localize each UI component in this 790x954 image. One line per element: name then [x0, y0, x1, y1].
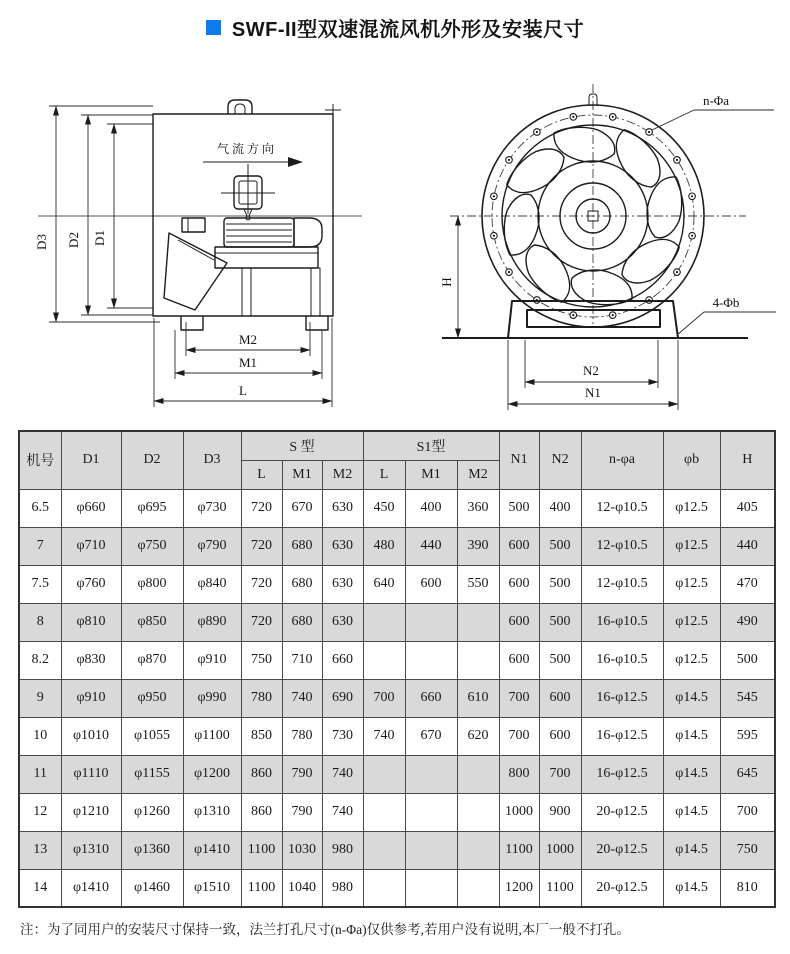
col-header-s-l: L	[241, 460, 282, 489]
table-cell	[405, 831, 457, 869]
table-row	[19, 565, 775, 603]
table-cell	[363, 755, 405, 793]
table-cell: 1100	[539, 869, 581, 907]
table-cell: 720	[241, 603, 282, 641]
lifting-lug-hole	[235, 104, 245, 114]
table-cell: φ695	[121, 489, 183, 527]
table-cell: 550	[457, 565, 499, 603]
dim-label-m1: M1	[238, 355, 258, 370]
table-cell: φ910	[183, 641, 241, 679]
table-cell: 800	[499, 755, 539, 793]
table-row	[19, 527, 775, 565]
table-cell	[457, 641, 499, 679]
table-cell: 16-φ12.5	[581, 717, 663, 755]
table-cell: φ810	[61, 603, 121, 641]
table-cell: 12-φ10.5	[581, 565, 663, 603]
table-cell: 13	[19, 831, 61, 869]
table-cell: 600	[499, 565, 539, 603]
table-cell: φ1310	[183, 793, 241, 831]
table-row	[19, 489, 775, 527]
table-cell: 660	[322, 641, 363, 679]
front-view-drawing	[439, 84, 776, 410]
motor-assembly	[215, 218, 322, 316]
table-cell: 470	[720, 565, 775, 603]
dimension-table	[18, 430, 776, 908]
table-cell: 600	[499, 641, 539, 679]
table-cell: 500	[539, 641, 581, 679]
table-cell: 1200	[499, 869, 539, 907]
table-row	[19, 603, 775, 641]
table-cell: φ1200	[183, 755, 241, 793]
table-cell: 600	[539, 717, 581, 755]
table-cell: φ730	[183, 489, 241, 527]
table-cell: 16-φ10.5	[581, 641, 663, 679]
col-header-n1: N1	[499, 431, 539, 489]
table-cell: 850	[241, 717, 282, 755]
table-row	[19, 831, 775, 869]
col-header-s-m1: M1	[282, 460, 322, 489]
table-cell	[405, 793, 457, 831]
table-cell: φ660	[61, 489, 121, 527]
table-cell: φ14.5	[663, 869, 720, 907]
table-cell: φ1100	[183, 717, 241, 755]
col-header-n2: N2	[539, 431, 581, 489]
table-cell: 16-φ12.5	[581, 679, 663, 717]
table-cell: 1040	[282, 869, 322, 907]
table-cell: 545	[720, 679, 775, 717]
table-cell: φ890	[183, 603, 241, 641]
table-cell: 500	[720, 641, 775, 679]
table-cell: φ710	[61, 527, 121, 565]
table-cell	[457, 755, 499, 793]
table-cell: φ870	[121, 641, 183, 679]
inlet-cone	[164, 218, 227, 310]
table-cell	[363, 793, 405, 831]
table-cell: 20-φ12.5	[581, 793, 663, 831]
table-cell: 980	[322, 831, 363, 869]
table-cell: 670	[405, 717, 457, 755]
table-row	[19, 641, 775, 679]
page-title-row	[0, 13, 790, 42]
table-cell: 690	[322, 679, 363, 717]
table-cell: 16-φ12.5	[581, 755, 663, 793]
col-header-d2: D2	[121, 431, 183, 489]
table-cell	[405, 755, 457, 793]
table-cell: φ830	[61, 641, 121, 679]
col-header-jihao: 机号	[19, 431, 61, 489]
table-cell: 12	[19, 793, 61, 831]
table-cell: φ1055	[121, 717, 183, 755]
table-cell: 12-φ10.5	[581, 489, 663, 527]
table-cell: φ14.5	[663, 679, 720, 717]
table-cell: 1000	[499, 793, 539, 831]
table-body	[19, 489, 775, 907]
dim-label-d3: D3	[34, 234, 49, 250]
table-cell: 500	[539, 565, 581, 603]
dim-label-l: L	[239, 383, 247, 398]
mounting-foot-right	[306, 316, 328, 330]
table-cell: φ12.5	[663, 641, 720, 679]
corner-tick	[325, 104, 341, 120]
col-header-s1-m2: M2	[457, 460, 499, 489]
table-cell: 730	[322, 717, 363, 755]
col-header-s-type: S 型	[241, 431, 363, 460]
table-cell	[457, 831, 499, 869]
col-header-s1-l: L	[363, 460, 405, 489]
table-cell: 20-φ12.5	[581, 869, 663, 907]
table-cell	[363, 831, 405, 869]
table-cell: 7.5	[19, 565, 61, 603]
table-cell: 490	[720, 603, 775, 641]
table-cell: φ1260	[121, 793, 183, 831]
table-cell: 440	[720, 527, 775, 565]
table-cell: 390	[457, 527, 499, 565]
table-cell: φ1410	[61, 869, 121, 907]
side-bottom-dimensions	[154, 318, 332, 407]
table-cell: φ750	[121, 527, 183, 565]
table-cell: 780	[282, 717, 322, 755]
table-cell: 500	[539, 603, 581, 641]
table-cell: 10	[19, 717, 61, 755]
table-cell: 440	[405, 527, 457, 565]
col-header-d3: D3	[183, 431, 241, 489]
table-cell: 630	[322, 603, 363, 641]
table-cell: 6.5	[19, 489, 61, 527]
table-cell: 1100	[241, 831, 282, 869]
table-cell: φ1010	[61, 717, 121, 755]
table-cell: 360	[457, 489, 499, 527]
table-cell: 710	[282, 641, 322, 679]
foot-bolt-callout	[677, 295, 776, 335]
table-cell: 480	[363, 527, 405, 565]
table-cell: φ790	[183, 527, 241, 565]
table-cell: φ12.5	[663, 527, 720, 565]
table-cell	[405, 641, 457, 679]
table-cell	[363, 603, 405, 641]
lifting-lug	[228, 100, 252, 114]
table-cell: 700	[539, 755, 581, 793]
table-cell: 1100	[499, 831, 539, 869]
table-cell: 9	[19, 679, 61, 717]
table-cell: 12-φ10.5	[581, 527, 663, 565]
table-cell: 700	[720, 793, 775, 831]
col-header-n-phi-a: n-φa	[581, 431, 663, 489]
table-cell	[457, 869, 499, 907]
front-bottom-dimensions	[508, 340, 678, 410]
bolt-callout	[652, 93, 774, 130]
table-cell: 790	[282, 755, 322, 793]
table-cell: φ760	[61, 565, 121, 603]
table-cell: 8	[19, 603, 61, 641]
col-header-phi-b: φb	[663, 431, 720, 489]
table-cell	[405, 603, 457, 641]
table-cell: 14	[19, 869, 61, 907]
table-cell: 700	[499, 717, 539, 755]
table-cell: φ14.5	[663, 793, 720, 831]
title-bullet-icon	[206, 20, 221, 35]
table-cell: 8.2	[19, 641, 61, 679]
table-cell: 750	[720, 831, 775, 869]
table-cell: 900	[539, 793, 581, 831]
table-cell: φ800	[121, 565, 183, 603]
table-cell: φ12.5	[663, 489, 720, 527]
table-cell: 1000	[539, 831, 581, 869]
table-cell	[363, 641, 405, 679]
table-cell: φ1460	[121, 869, 183, 907]
table-cell	[457, 603, 499, 641]
table-cell: φ840	[183, 565, 241, 603]
table-row	[19, 717, 775, 755]
table-cell: 740	[322, 793, 363, 831]
mounting-foot-left	[181, 316, 203, 330]
table-cell: 400	[405, 489, 457, 527]
table-cell: φ950	[121, 679, 183, 717]
table-cell: 600	[499, 527, 539, 565]
table-cell: 600	[405, 565, 457, 603]
col-header-h: H	[720, 431, 775, 489]
table-cell: 720	[241, 527, 282, 565]
dim-label-d1: D1	[92, 230, 107, 246]
table-cell: φ1310	[61, 831, 121, 869]
table-row	[19, 755, 775, 793]
table-cell: φ850	[121, 603, 183, 641]
table-cell: 1100	[241, 869, 282, 907]
table-cell	[363, 869, 405, 907]
dim-label-d2: D2	[66, 232, 81, 248]
table-cell: φ1510	[183, 869, 241, 907]
table-cell: 780	[241, 679, 282, 717]
table-cell: 7	[19, 527, 61, 565]
foot-bolt-callout-label: 4-Φb	[712, 295, 740, 310]
table-cell: 600	[539, 679, 581, 717]
table-cell: 740	[363, 717, 405, 755]
table-cell: 680	[282, 565, 322, 603]
table-cell: 860	[241, 755, 282, 793]
table-cell: 740	[282, 679, 322, 717]
table-header	[19, 431, 775, 489]
col-header-s1-m1: M1	[405, 460, 457, 489]
table-cell: 630	[322, 527, 363, 565]
dim-label-n2: N2	[583, 363, 599, 378]
table-cell: 700	[499, 679, 539, 717]
table-cell: 405	[720, 489, 775, 527]
table-cell: 680	[282, 527, 322, 565]
table-cell	[405, 869, 457, 907]
table-cell: 810	[720, 869, 775, 907]
table-cell: 980	[322, 869, 363, 907]
table-cell: φ990	[183, 679, 241, 717]
table-cell: 670	[282, 489, 322, 527]
table-cell: 750	[241, 641, 282, 679]
table-cell: 720	[241, 565, 282, 603]
table-cell: 645	[720, 755, 775, 793]
table-cell: 740	[322, 755, 363, 793]
dim-label-h: H	[439, 277, 454, 287]
table-cell: 860	[241, 793, 282, 831]
table-row	[19, 679, 775, 717]
table-cell	[457, 793, 499, 831]
table-cell: 20-φ12.5	[581, 831, 663, 869]
table-cell: φ1155	[121, 755, 183, 793]
table-cell: 700	[363, 679, 405, 717]
table-cell: 16-φ10.5	[581, 603, 663, 641]
table-cell: 620	[457, 717, 499, 755]
col-header-d1: D1	[61, 431, 121, 489]
airflow-direction-label: 气流方向	[216, 142, 278, 156]
table-cell: φ14.5	[663, 831, 720, 869]
table-cell: φ1110	[61, 755, 121, 793]
table-cell: 680	[282, 603, 322, 641]
table-cell: 1030	[282, 831, 322, 869]
table-cell: φ14.5	[663, 717, 720, 755]
table-cell: φ12.5	[663, 565, 720, 603]
airflow-arrow-head	[288, 157, 303, 167]
table-cell: 630	[322, 565, 363, 603]
table-cell: 500	[539, 527, 581, 565]
table-cell: 610	[457, 679, 499, 717]
table-row	[19, 793, 775, 831]
col-header-s-m2: M2	[322, 460, 363, 489]
table-cell: 400	[539, 489, 581, 527]
table-cell: φ14.5	[663, 755, 720, 793]
col-header-s1-type: S1型	[363, 431, 499, 460]
page-title: SWF-II型双速混流风机外形及安装尺寸	[231, 19, 585, 41]
table-cell: 790	[282, 793, 322, 831]
table-cell: 11	[19, 755, 61, 793]
fan-drawings	[0, 72, 790, 424]
table-cell: 450	[363, 489, 405, 527]
table-cell: 595	[720, 717, 775, 755]
table-cell: 720	[241, 489, 282, 527]
table-cell: 630	[322, 489, 363, 527]
bolt-callout-label: n-Φa	[702, 93, 730, 108]
table-cell: 600	[499, 603, 539, 641]
table-cell: φ910	[61, 679, 121, 717]
table-cell: 640	[363, 565, 405, 603]
dim-label-n1: N1	[585, 385, 601, 400]
table-cell: 500	[499, 489, 539, 527]
table-cell: φ12.5	[663, 603, 720, 641]
table-cell: φ1210	[61, 793, 121, 831]
table-cell: φ1360	[121, 831, 183, 869]
table-cell: 660	[405, 679, 457, 717]
footnote: 注：为了同用户的安装尺寸保持一致，法兰打孔尺寸(n-Φa)仅供参考,若用户没有说明,本厂一般不打孔。	[20, 922, 630, 937]
table-row	[19, 869, 775, 907]
table-cell: φ1410	[183, 831, 241, 869]
dim-label-m2: M2	[238, 332, 258, 347]
junction-box	[221, 164, 275, 220]
side-diameter-dimensions	[34, 106, 160, 322]
side-view-drawing	[34, 100, 362, 407]
